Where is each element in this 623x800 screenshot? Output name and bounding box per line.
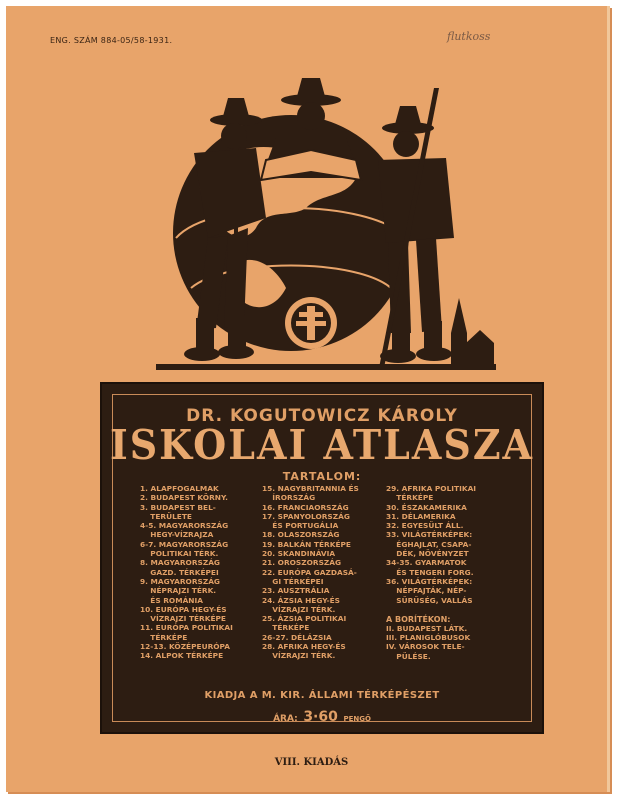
toc-item: GAZD. TÉRKÉPEI <box>140 567 219 577</box>
toc-item: 26-27. DÉLÁZSIA <box>262 632 332 642</box>
toc-item: NÉPRAJZI TÉRK. <box>140 586 217 596</box>
appendix-item: IV. VÁROSOK TELE- <box>386 642 465 652</box>
toc-item: VÍZRAJZI TÉRK. <box>262 604 336 614</box>
toc-item: 9. MAGYARORSZÁG <box>140 576 220 586</box>
toc-item: 25. ÁZSIA POLITIKAI <box>262 614 347 624</box>
toc-item: 3. BUDAPEST BEL- <box>140 502 216 512</box>
church-silhouette <box>451 298 494 368</box>
toc-item: 23. AUSZTRÁLIA <box>262 586 330 596</box>
toc-item: TÉRKÉPE <box>140 632 188 642</box>
toc-item: TÉRKÉPE <box>386 493 434 503</box>
toc-item: 32. EGYESÜLT ÁLL. <box>386 521 464 531</box>
toc-item: ÉS PORTUGÁLIA <box>262 521 339 531</box>
toc-item: 16. FRANCIAORSZÁG <box>262 502 349 512</box>
toc-item: DÉK, NÖVÉNYZET <box>386 549 469 559</box>
toc-item: HEGY-VÍZRAJZA <box>140 530 214 540</box>
toc-item: 34-35. GYARMATOK <box>386 558 467 568</box>
toc-item: ÉS ROMÁNIA <box>140 595 203 605</box>
toc-item: ÍRORSZÁG <box>262 493 316 503</box>
toc-item: 15. NAGYBRITANNIA ÉS <box>262 484 359 493</box>
toc-item: 31. DÉLAMERIKA <box>386 511 456 521</box>
toc-item: ÉS TENGERI FORG. <box>386 567 474 577</box>
toc-item: 4-5. MAGYARORSZÁG <box>140 521 229 531</box>
appendix-item: II. BUDAPEST LÁTK. <box>386 623 468 633</box>
registration-number: ENG. SZÁM 884-05/58-1931. <box>50 36 173 45</box>
toc-item: TERÜLETE <box>140 511 192 521</box>
toc-item: NÉPFAJTÁK, NÉP- <box>386 586 467 596</box>
toc-item: 14. ALPOK TÉRKÉPE <box>140 651 224 661</box>
toc-item: 19. BALKÁN TÉRKÉPE <box>262 539 351 549</box>
appendix-heading: A BORÍTÉKON: <box>386 614 451 624</box>
toc-item: 10. EURÓPA HEGY-ÉS <box>140 604 227 614</box>
atlas-cover <box>6 6 610 792</box>
price-value: 3·60 <box>303 709 338 725</box>
toc-item: 6-7. MAGYARORSZÁG <box>140 539 229 549</box>
edition-label: VIII. KIADÁS <box>274 757 349 768</box>
double-cross-emblem <box>285 297 337 349</box>
publisher-line: KIADJA A M. KIR. ÁLLAMI TÉRKÉPÉSZET <box>204 690 440 701</box>
toc-item: TÉRKÉPE <box>262 623 310 633</box>
toc-item: 24. ÁZSIA HEGY-ÉS <box>262 595 340 605</box>
toc-column-1 <box>140 484 258 661</box>
scouts-globe-illustration <box>116 68 496 378</box>
toc-item: VÍZRAJZI TÉRK. <box>262 651 336 661</box>
toc-item: 1. ALAPFOGALMAK <box>140 484 219 493</box>
toc-heading: TARTALOM: <box>282 470 362 483</box>
price-label: ÁRA: <box>273 714 298 724</box>
author-name: DR. KOGUTOWICZ KÁROLY <box>186 406 458 426</box>
price-currency: PENGŐ <box>343 715 371 723</box>
toc-item: 12-13. KÖZÉPEURÓPA <box>140 642 230 652</box>
toc-item: GI TÉRKÉPEI <box>262 576 324 586</box>
appendix-item: PÜLÉSE. <box>386 651 431 661</box>
toc-item: 29. AFRIKA POLITIKAI <box>386 484 477 493</box>
handwritten-note: flutkoss <box>447 30 491 43</box>
toc-item: 28. AFRIKA HEGY-ÉS <box>262 642 346 652</box>
toc-item: 17. SPANYOLORSZÁG <box>262 511 350 521</box>
toc-item: 20. SKANDINÁVIA <box>262 549 336 559</box>
toc-item: 33. VILÁGTÉRKÉPEK: <box>386 530 473 540</box>
toc-item: SŰRŰSÉG, VALLÁS <box>386 595 473 605</box>
toc-item: VÍZRAJZI TÉRKÉPE <box>140 614 226 624</box>
contents-panel <box>100 382 544 734</box>
toc-item: 22. EURÓPA GAZDASÁ- <box>262 567 357 577</box>
toc-item: 2. BUDAPEST KÖRNY. <box>140 493 228 503</box>
toc-item: 36. VILÁGTÉRKÉPEK: <box>386 576 473 586</box>
toc-item: 18. OLASZORSZÁG <box>262 530 340 540</box>
toc-item: 21. OROSZORSZÁG <box>262 558 342 568</box>
toc-column-3 <box>386 484 510 661</box>
toc-item: ÉGHAJLAT, CSAPA- <box>386 539 472 549</box>
toc-item: 8. MAGYARORSZÁG <box>140 558 220 568</box>
toc-column-2 <box>262 484 382 661</box>
price-line <box>102 706 542 725</box>
toc-item: 11. EURÓPA POLITIKAI <box>140 623 233 633</box>
appendix-item: III. PLANIGLÓBUSOK <box>386 633 471 643</box>
atlas-title: ISKOLAI ATLASZA <box>109 420 535 469</box>
toc-item: POLITIKAI TÉRK. <box>140 549 219 559</box>
toc-item: 30. ÉSZAKAMERIKA <box>386 502 467 512</box>
scout-right <box>378 88 454 368</box>
